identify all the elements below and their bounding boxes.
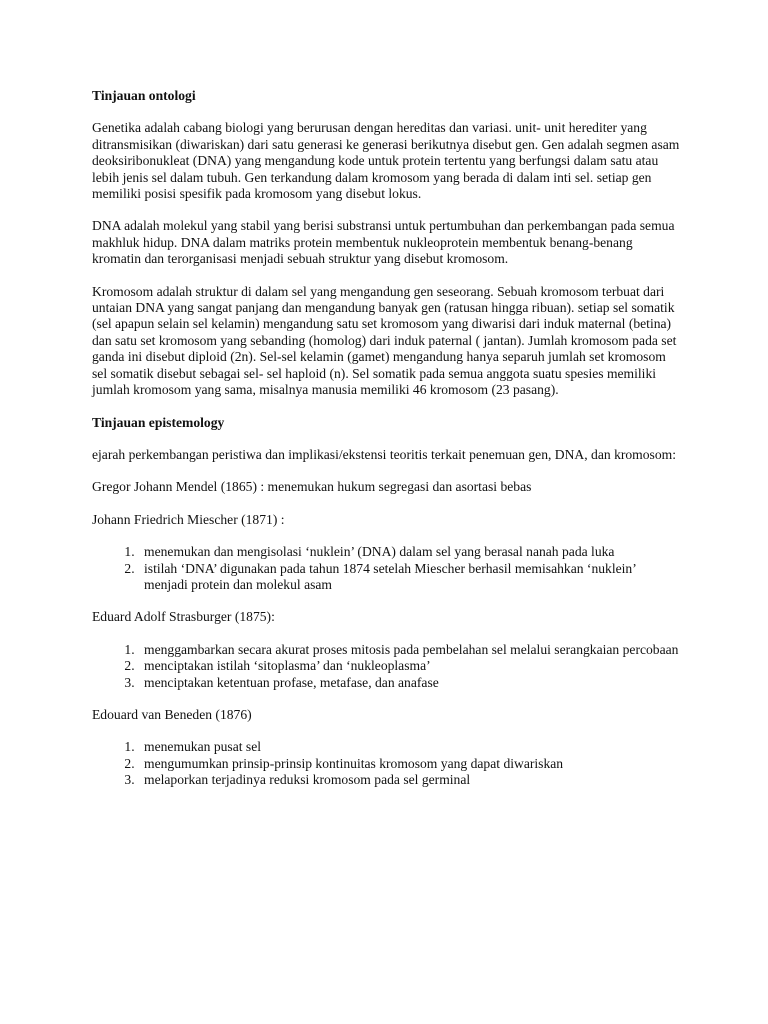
- section-title-ontologi: Tinjauan ontologi: [92, 88, 196, 103]
- list-item: 1. menemukan dan mengisolasi ‘nuklein’ (DNA) dalam sel yang berasal nanah pada luka: [138, 544, 682, 560]
- paragraph-dna: DNA adalah molekul yang stabil yang berisi substransi untuk pertumbuhan dan perkembangan pada semua makhluk hidup. DNA dalam matriks protein membentuk nukleoprotein membentuk benang-benang kromatin dan terorganisasi menjadi sebuah struktur yang disebut kromosom.: [92, 218, 675, 267]
- list-strasburger: [92, 642, 682, 691]
- heading-miescher: Johann Friedrich Miescher (1871) :: [92, 511, 285, 527]
- list-item: 1. menemukan pusat sel: [138, 739, 682, 755]
- document-page: [92, 88, 682, 805]
- list-miescher: [92, 544, 682, 593]
- heading-beneden: Edouard van Beneden (1876): [92, 706, 252, 722]
- section-title-epistemology: Tinjauan epistemology: [92, 414, 225, 430]
- list-item: 3. menciptakan ketentuan profase, metafase, dan anafase: [138, 675, 682, 691]
- heading-strasburger: Eduard Adolf Strasburger (1875):: [92, 609, 275, 625]
- paragraph-mendel: Gregor Johann Mendel (1865) : menemukan hukum segregasi dan asortasi bebas: [92, 479, 532, 495]
- list-item: 1. menggambarkan secara akurat proses mitosis pada pembelahan sel melalui serangkaian percobaan: [138, 642, 682, 658]
- paragraph-kromosom: Kromosom adalah struktur di dalam sel yang mengandung gen seseorang. Sebuah kromosom terbuat dari untaian DNA yang sangat panjang dan mengandung banyak gen (ratusan hingga ribuan). setiap sel somatik (sel apapun selain sel kelamin) mengandung satu set kromosom yang diwarisi dari induk maternal (betina) dan satu set kromosom yang sebanding (homolog) dari induk paternal ( jantan). Jumlah kromosom pada set ganda ini disebut diploid (2n). Sel-sel kelamin (gamet) mengandung hanya separuh jumlah set kromosom sel somatik disebut sebagai sel- sel haploid (n). Sel somatik pada semua anggota suatu spesies memiliki jumlah kromosom yang sama, misalnya manusia memiliki 46 kromosom (23 pasang).: [92, 283, 677, 398]
- list-item: 2. mengumumkan prinsip-prinsip kontinuitas kromosom yang dapat diwariskan: [138, 756, 682, 772]
- paragraph-intro: ejarah perkembangan peristiwa dan implikasi/ekstensi teoritis terkait penemuan gen, DNA, dan kromosom:: [92, 446, 676, 462]
- paragraph-genetika: Genetika adalah cabang biologi yang berurusan dengan hereditas dan variasi. unit- unit herediter yang ditransmisikan (diwariskan) dari satu generasi ke generasi berikutnya disebut gen. Gen adalah segmen asam deoksiribonukleat (DNA) yang mengandung kode untuk protein tertentu yang berfungsi dalam satu atau lebih jenis sel dalam tubuh. Gen terkandung dalam kromosom yang berada di dalam inti sel. setiap gen memiliki posisi spesifik pada kromosom yang disebut lokus.: [92, 120, 680, 202]
- list-item: 2. menciptakan istilah ‘sitoplasma’ dan ‘nukleoplasma’: [138, 658, 682, 674]
- list-item: 2. istilah ‘DNA’ digunakan pada tahun 1874 setelah Miescher berhasil memisahkan ‘nuklein’ menjadi protein dan molekul asam: [138, 561, 682, 594]
- list-item: 3. melaporkan terjadinya reduksi kromosom pada sel germinal: [138, 772, 682, 788]
- list-beneden: [92, 739, 682, 788]
